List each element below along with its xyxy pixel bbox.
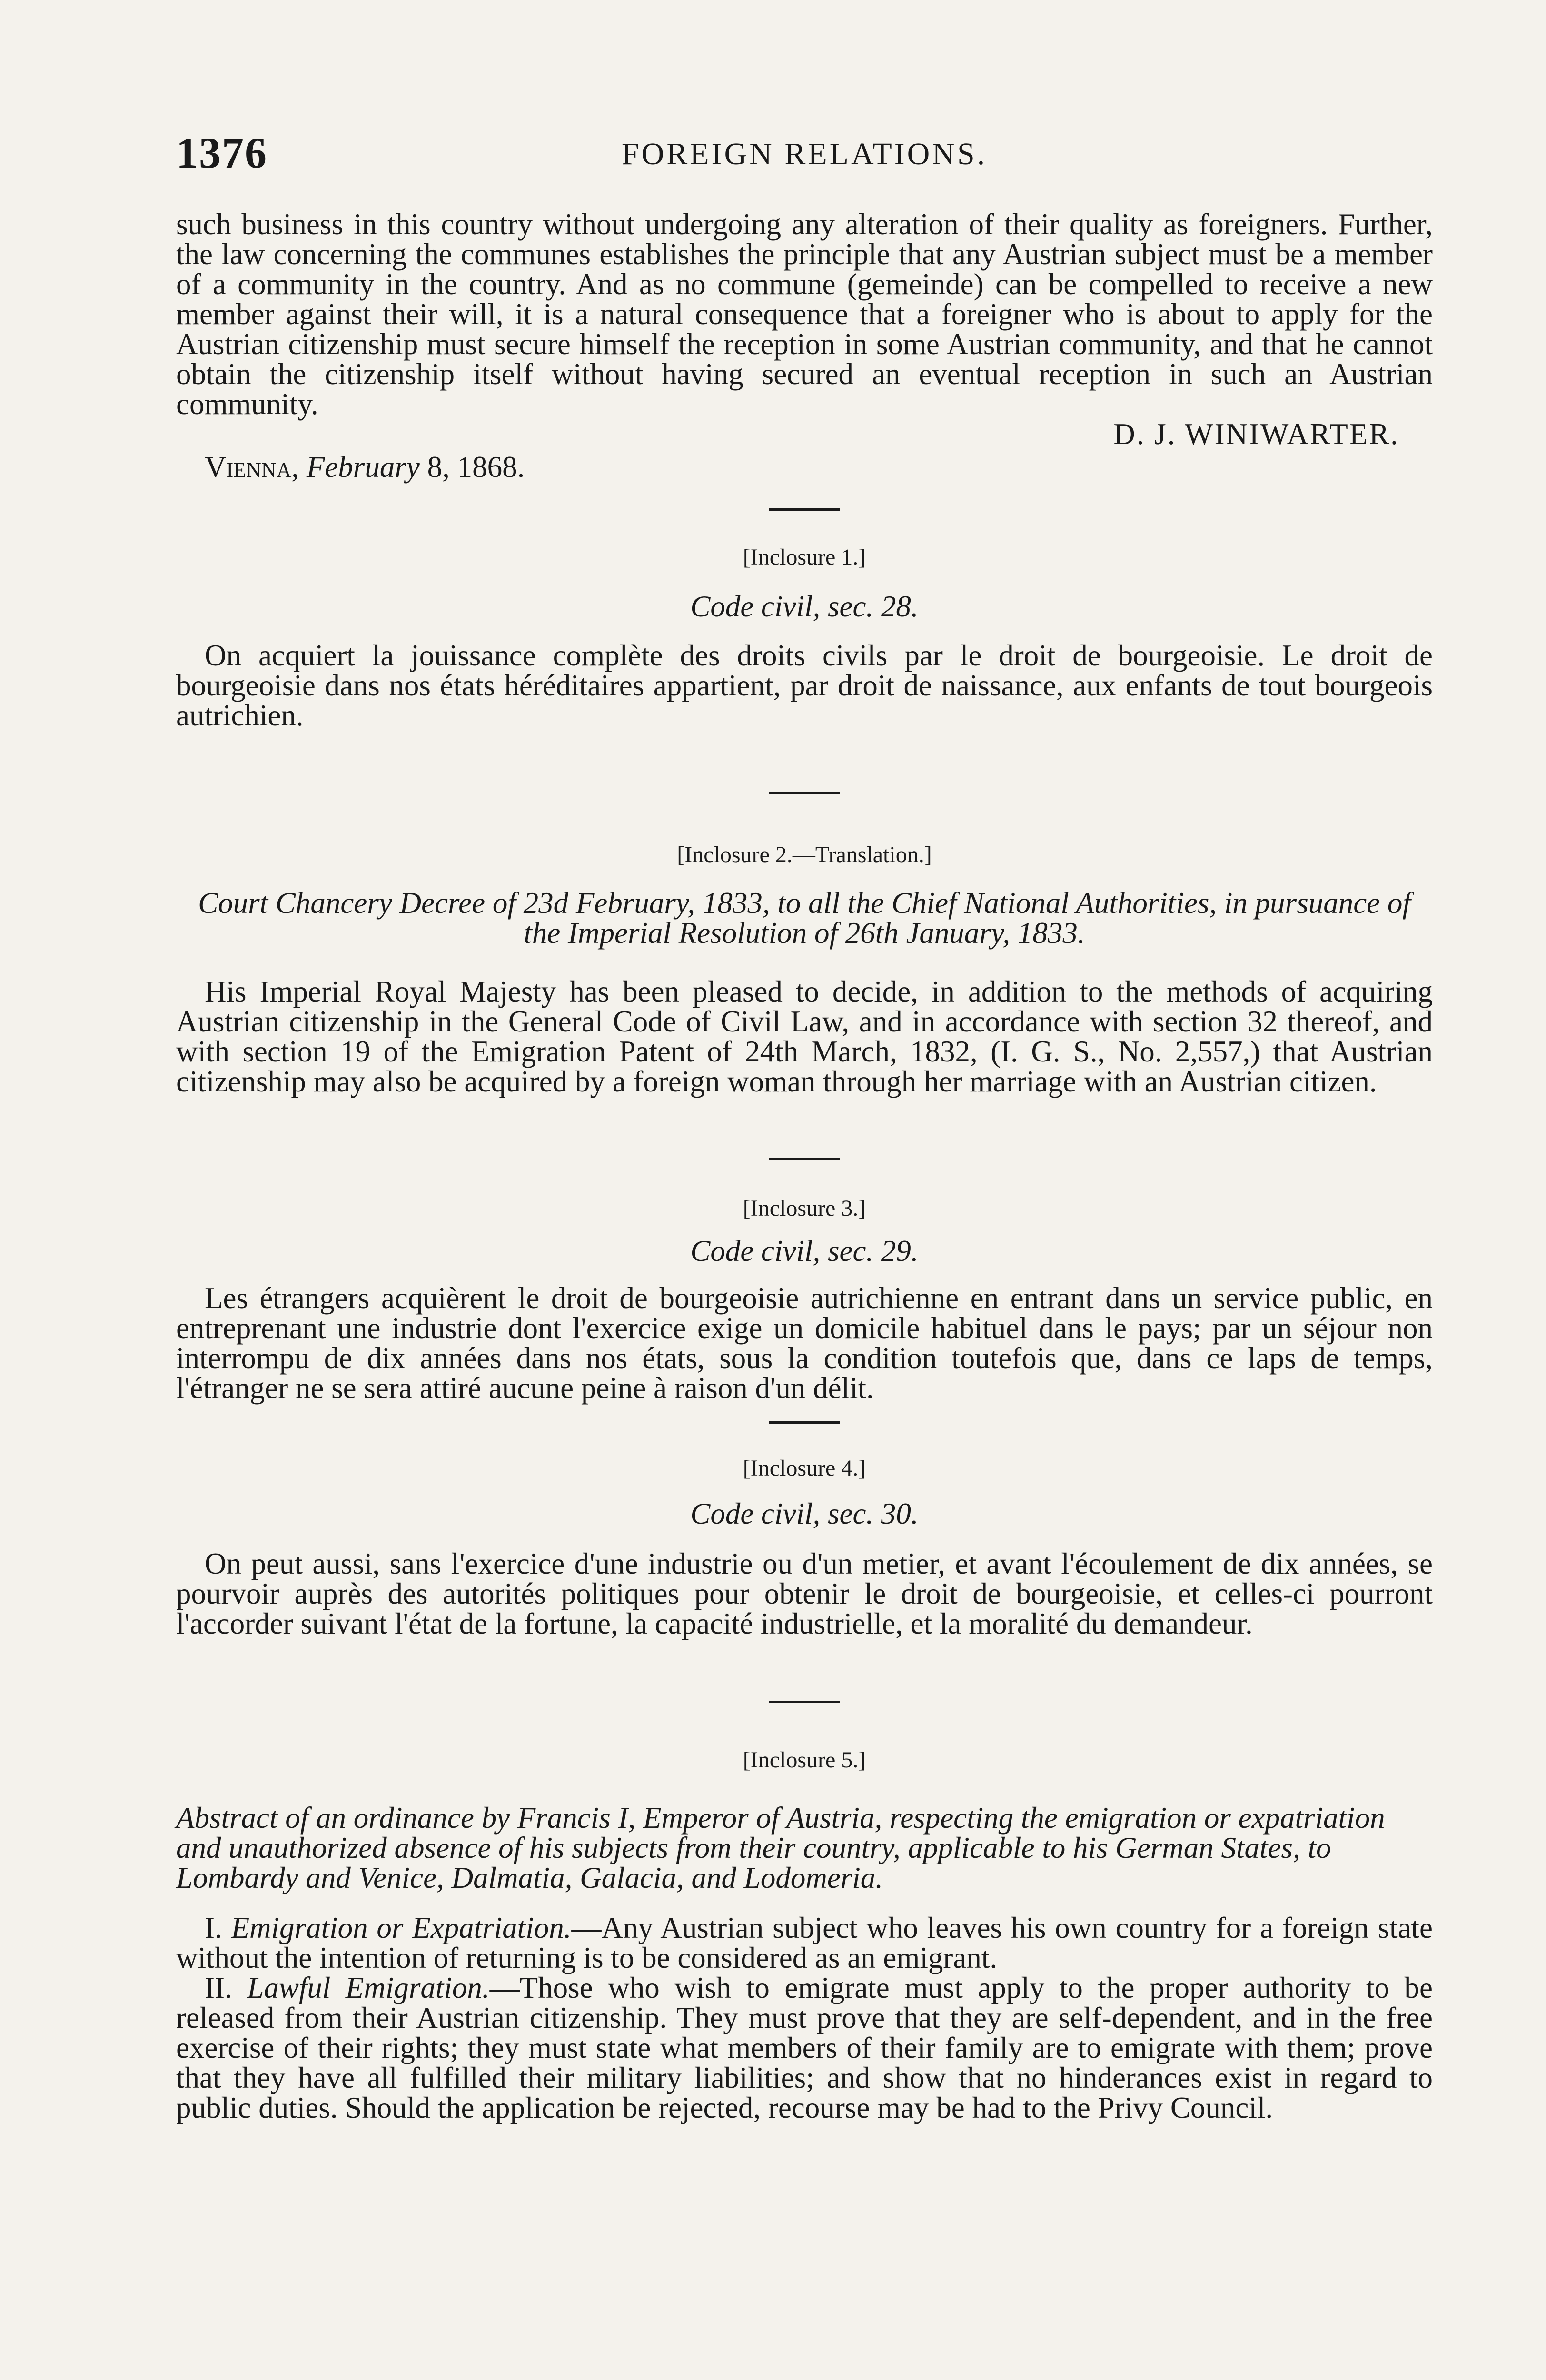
section-title: Emigration or Expatriation. [231, 1911, 572, 1944]
inclosure-label: [Inclosure 2.—Translation.] [677, 842, 932, 867]
inclosure-label: [Inclosure 3.] [743, 1196, 866, 1221]
section-rule [769, 1421, 840, 1424]
inclosure-label: [Inclosure 5.] [743, 1747, 866, 1773]
section-rule [769, 1158, 840, 1160]
inclosure-text: His Imperial Royal Majesty has been pleased to decide, in addition to the methods of acquiring Austrian citizenship in the General Code of Civil Law, and in accordance with section 32 thereof, and with section 19 of the Emigration Patent of 24th March, 1832, (I. G. S., No. 2,557,) that Austrian citizenship may also be acquired by a foreign woman through her marriage with an Austrian citizen. [176, 975, 1433, 1098]
section-number: II. [205, 1971, 232, 2004]
dateline-place: Vienna [205, 450, 292, 484]
running-head: FOREIGN RELATIONS. [621, 137, 988, 171]
section-rule [769, 1701, 840, 1703]
continuation-paragraph: such business in this country without undergoing any alteration of their quality as foreigners. Further, the law concerning the communes establishes the principle that any Austrian subject must be a member of a community in the country. And as no commune (gemeinde) can be compelled to receive a new member against their will, it is a natural consequence that a foreigner who is about to apply for the Austrian citizenship must secure himself the reception in some Austrian community, and that he cannot obtain the citizenship itself without having secured an eventual reception in such an Austrian community. [176, 208, 1433, 421]
inclosure-heading: Code civil, sec. 28. [690, 590, 919, 623]
page-header [176, 128, 1433, 185]
page-number: 1376 [176, 129, 268, 177]
dateline: Vienna, February 8, 1868. [205, 450, 525, 484]
signature: D. J. WINIWARTER. [1113, 417, 1399, 451]
inclosure-label: [Inclosure 4.] [743, 1456, 866, 1481]
inclosure-heading: Abstract of an ordinance by Francis I, Emperor of Austria, respecting the emigration or expatriation and unauthorized absence of his subjects from their country, applicable to his German States, to Lombardy and Venice, Dalmatia, Galacia, and Lodomeria. [176, 1801, 1385, 1894]
inclosure-text: On acquiert la jouissance complète des droits civils par le droit de bourgeoisie. Le droit de bourgeoisie dans nos états héréditaires appartient, par droit de naissance, aux enfants de tout bourgeois autrichien. [176, 639, 1433, 732]
ordinance-section [176, 1913, 1433, 1973]
inclosure-heading: Code civil, sec. 29. [690, 1234, 919, 1268]
inclosure-heading: Court Chancery Decree of 23d February, 1833, to all the Chief National Authorities, in pursuance of the Imperial Resolution of 26th January, 1833. [198, 886, 1411, 950]
section-rule [769, 792, 840, 794]
inclosure-heading: Code civil, sec. 30. [690, 1497, 919, 1530]
section-rule [769, 508, 840, 511]
inclosure-label: [Inclosure 1.] [743, 545, 866, 570]
document-body [176, 209, 1433, 2123]
section-title: Lawful Emigration. [247, 1971, 490, 2004]
section-text: —Those who wish to emigrate must apply to the proper authority to be released from their Austrian citizenship. They must prove that they are self-dependent, and in the free exercise of their rights; they must state what members of their family are to emigrate with them; prove that they have all fulfilled their military liabilities; and show that no hinderances exist in regard to public duties. Should the application be rejected, recourse may be had to the Privy Council. [176, 1971, 1433, 2124]
section-text: —Any Austrian subject who leaves his own country for a foreign state without the intention of returning is to be considered as an emigrant. [176, 1911, 1433, 1974]
dateline-rest: 8, 1868. [419, 450, 525, 484]
section-number: I. [205, 1911, 222, 1944]
dateline-date: February [306, 450, 420, 484]
inclosure-text: On peut aussi, sans l'exercice d'une industrie ou d'un metier, et avant l'écoulement de dix années, se pourvoir auprès des autorités politiques pour obtenir le droit de bourgeoisie, et celles-ci pourront l'accorder suivant l'état de la fortune, la capacité industrielle, et la moralité du demandeur. [176, 1547, 1433, 1640]
ordinance-section [176, 1973, 1433, 2123]
inclosure-text: Les étrangers acquièrent le droit de bourgeoisie autrichienne en entrant dans un service public, en entreprenant une industrie dont l'exercice exige un domicile habituel dans le pays; par un séjour non interrompu de dix années dans nos états, sous la condition toutefois que, dans ce laps de temps, l'étranger ne se sera attiré aucune peine à raison d'un délit. [176, 1281, 1433, 1405]
